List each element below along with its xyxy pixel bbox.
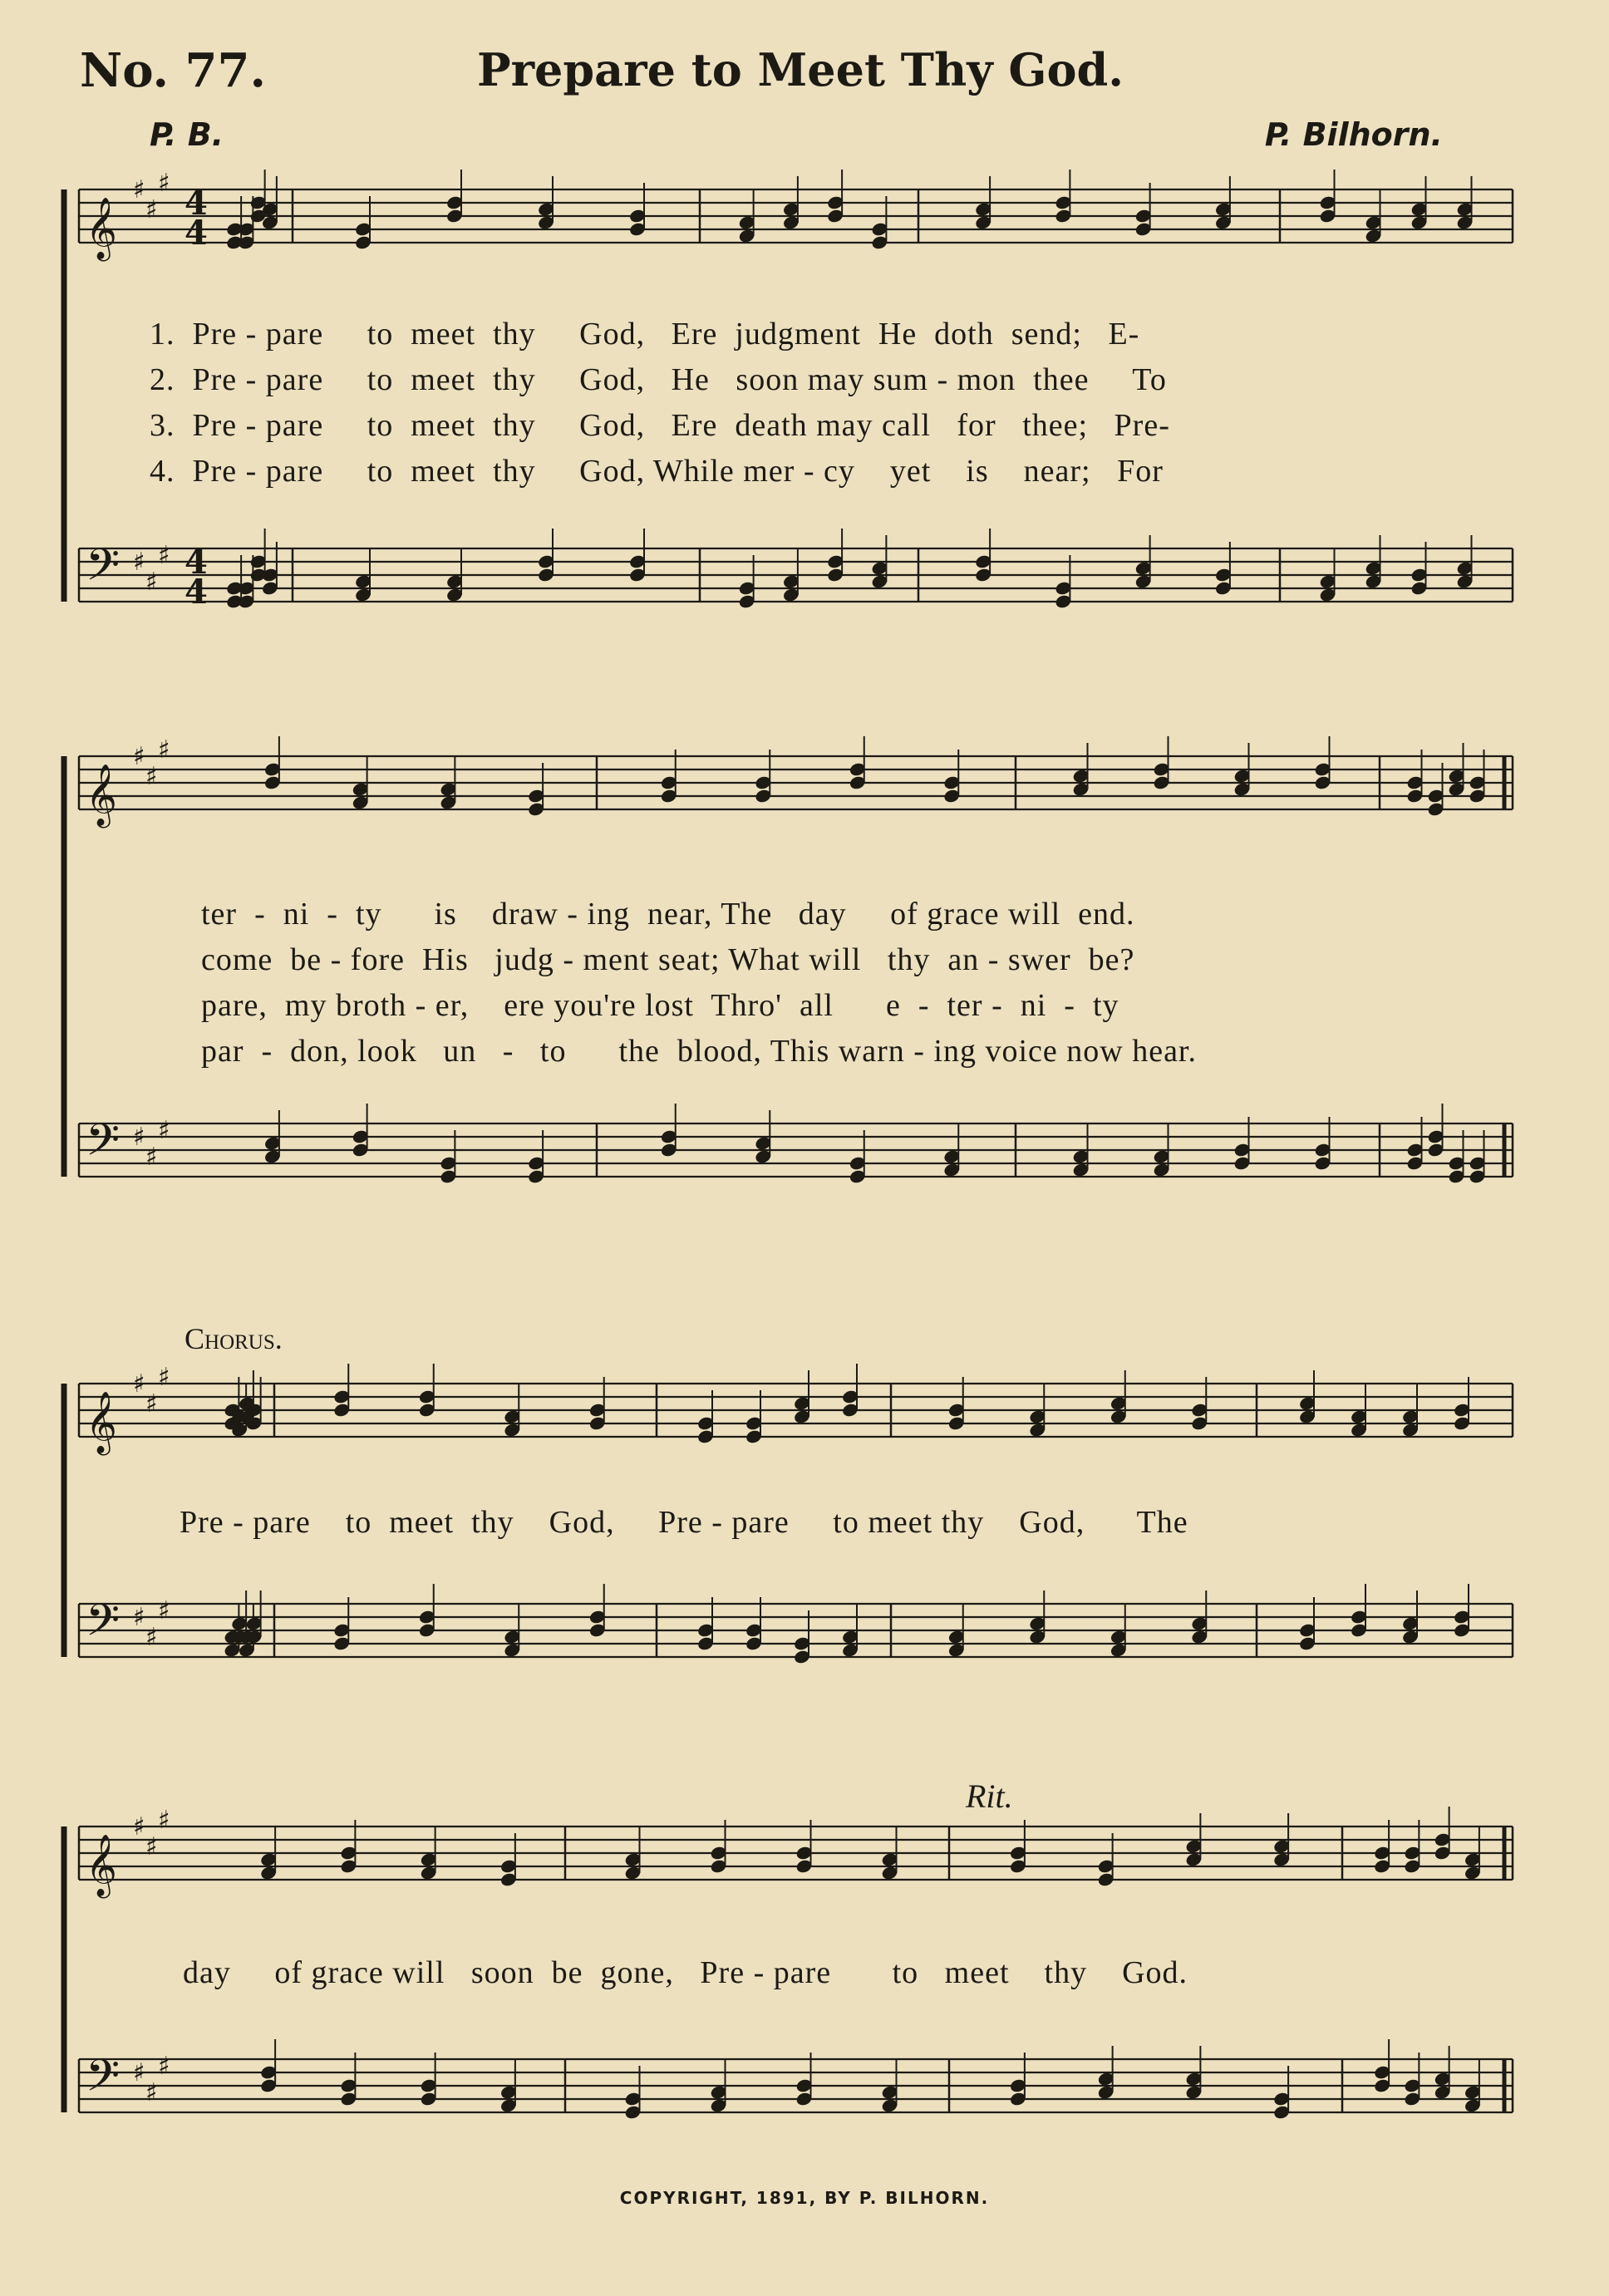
system-3-treble-sharp: ♯ (158, 1363, 170, 1392)
system-4-treble-clef: 𝄞 (86, 1835, 117, 1896)
lyricist-credit: P. B. (150, 116, 224, 153)
hymn-title: Prepare to Meet Thy God. (477, 43, 1124, 96)
system-4-bass-sharp: ♯ (158, 2052, 170, 2081)
system-2-treble-sharp: ♯ (133, 742, 145, 771)
system-3-treble-sharp: ♯ (133, 1369, 145, 1399)
verse-2-line-1: 2. Pre - pare to meet thy God, He soon may sum - mon thee To (150, 362, 1167, 397)
chorus-label: Chorus. (185, 1322, 283, 1355)
system-2-bass-sharp: ♯ (158, 1116, 170, 1145)
system-1-bass-sharp: ♯ (133, 548, 145, 577)
verse-1-line-2: ter - ni - ty is draw - ing near, The day of grace will end. (201, 897, 1135, 932)
system-2-treble-clef: 𝄞 (86, 765, 117, 826)
system-2-bass-clef: 𝄢 (86, 1115, 121, 1177)
system-1-time-signature-bottom: 4 (185, 573, 208, 612)
verse-3-line-2: pare, my broth - er, ere you're lost Thro' all e - ter - ni - ty (201, 988, 1119, 1023)
system-3-bass-sharp: ♯ (133, 1603, 145, 1632)
system-2-bass-sharp: ♯ (133, 1123, 145, 1152)
system-1-treble-sharp: ♯ (145, 195, 158, 224)
verse-2-line-2: come be - fore His judg - ment seat; What will thy an - swer be? (201, 942, 1135, 977)
ritardando-marking: Rit. (966, 1777, 1013, 1815)
system-2-treble-sharp: ♯ (158, 735, 170, 765)
system-3-treble-sharp: ♯ (145, 1389, 158, 1418)
system-1-treble-sharp: ♯ (133, 175, 145, 204)
copyright-notice: COPYRIGHT, 1891, BY P. BILHORN. (619, 2188, 990, 2208)
system-2-bass-sharp: ♯ (145, 1143, 158, 1172)
composer-credit: P. Bilhorn. (1264, 116, 1443, 153)
system-4-bass-sharp: ♯ (133, 2058, 145, 2087)
verse-3-line-1: 3. Pre - pare to meet thy God, Ere death may call for thee; Pre- (150, 408, 1170, 443)
system-1-bass-clef: 𝄢 (86, 540, 121, 602)
system-4-treble-sharp: ♯ (145, 1832, 158, 1861)
verse-4-line-2: par - don, look un - to the blood, This warn - ing voice now hear. (201, 1034, 1197, 1069)
chorus-lyric-line-2: day of grace will soon be gone, Pre - pare to meet thy God. (183, 1955, 1188, 1990)
verse-4-line-1: 4. Pre - pare to meet thy God, While mer - cy yet is near; For (150, 454, 1164, 489)
system-1-treble-clef: 𝄞 (86, 198, 117, 259)
system-4-treble-sharp: ♯ (133, 1812, 145, 1841)
system-4-bass-sharp: ♯ (145, 2078, 158, 2107)
system-1-time-signature-top: 4 (185, 543, 208, 582)
system-4-bass-clef: 𝄢 (86, 2051, 121, 2112)
system-1-bass-sharp: ♯ (158, 541, 170, 570)
hymn-number: No. 77. (80, 43, 266, 98)
system-3-bass-sharp: ♯ (145, 1623, 158, 1652)
system-1-bass-sharp: ♯ (145, 568, 158, 597)
system-1-time-signature-top: 4 (185, 184, 208, 223)
system-1-treble-sharp: ♯ (158, 169, 170, 198)
system-4-treble-sharp: ♯ (158, 1806, 170, 1835)
system-3-bass-sharp: ♯ (158, 1596, 170, 1625)
system-2-treble-sharp: ♯ (145, 762, 158, 791)
system-3-treble-clef: 𝄞 (86, 1392, 117, 1453)
chorus-lyric-line-1: Pre - pare to meet thy God, Pre - pare to meet thy God, The (180, 1505, 1188, 1540)
verse-1-line-1: 1. Pre - pare to meet thy God, Ere judgment He doth send; E- (150, 317, 1140, 352)
system-1-time-signature-bottom: 4 (185, 214, 208, 253)
system-3-bass-clef: 𝄢 (86, 1595, 121, 1657)
